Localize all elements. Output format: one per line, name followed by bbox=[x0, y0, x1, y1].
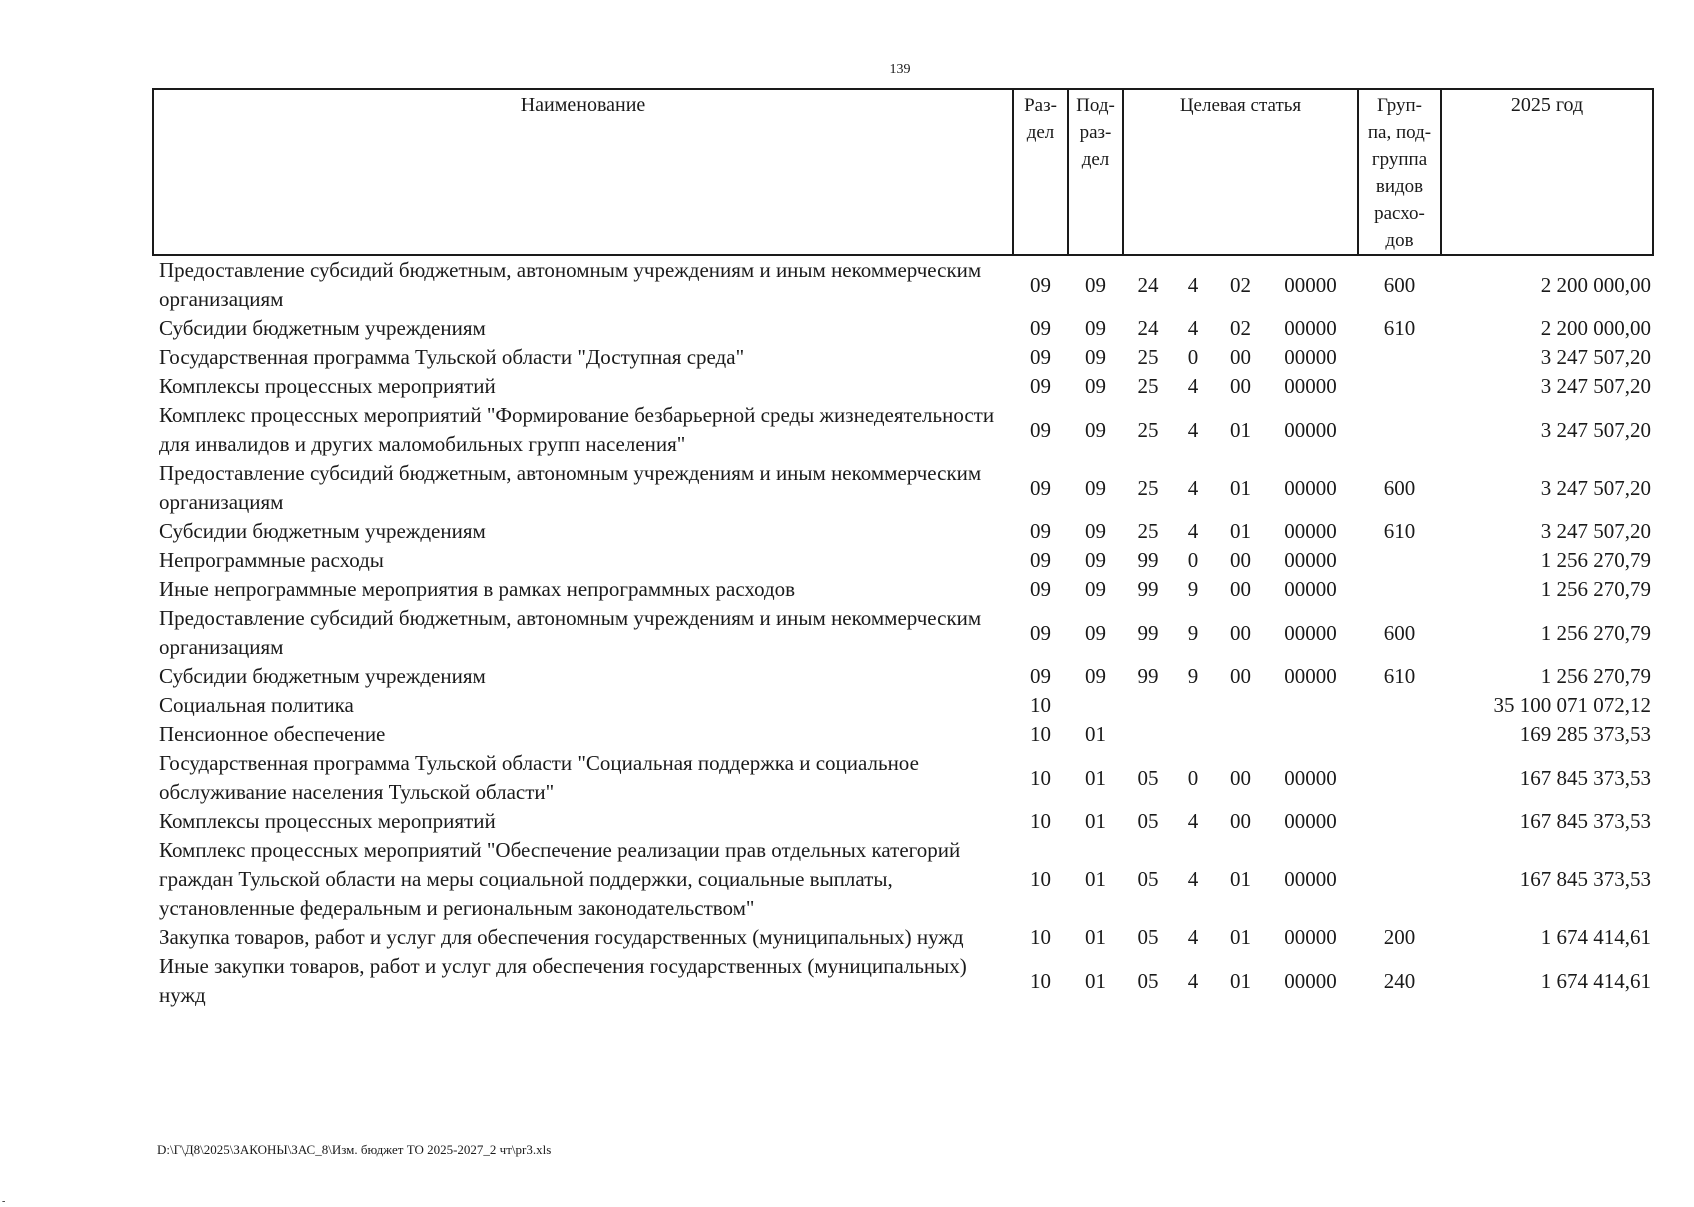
target-t3: 00 bbox=[1230, 620, 1251, 645]
target-t3: 00 bbox=[1230, 374, 1251, 398]
row-name: Предоставление субсидий бюджетным, автономным учреждениям и иным некоммерческим организациям bbox=[159, 461, 982, 514]
row-group: 610 bbox=[1383, 664, 1416, 688]
row-podrazdel: 09 bbox=[1085, 519, 1106, 543]
target-t4: 00000 bbox=[1284, 577, 1337, 601]
target-t2: 9 bbox=[1187, 664, 1199, 688]
row-podrazdel: 01 bbox=[1085, 925, 1106, 949]
row-group bbox=[1358, 749, 1441, 807]
row-amount: 1 674 414,61 bbox=[1540, 968, 1651, 993]
table-row bbox=[153, 952, 1653, 1010]
target-t4: 00000 bbox=[1284, 867, 1337, 891]
row-target-article bbox=[1123, 517, 1358, 546]
row-razdel: 09 bbox=[1030, 664, 1051, 688]
row-razdel: 09 bbox=[1030, 417, 1051, 442]
target-t1: 25 bbox=[1137, 519, 1159, 543]
row-group bbox=[1358, 343, 1441, 372]
row-razdel: 09 bbox=[1030, 620, 1051, 645]
row-target-article bbox=[1123, 546, 1358, 575]
row-target-article bbox=[1123, 952, 1358, 1010]
target-t1: 05 bbox=[1137, 765, 1159, 790]
row-group bbox=[1358, 401, 1441, 459]
target-t2: 0 bbox=[1187, 765, 1199, 790]
target-t3: 00 bbox=[1230, 577, 1251, 601]
row-target-article bbox=[1123, 749, 1358, 807]
row-amount: 1 256 270,79 bbox=[1540, 548, 1651, 572]
row-name: Государственная программа Тульской области "Социальная поддержка и социальное обслуживание населения Тульской области" bbox=[159, 751, 919, 804]
target-article-parts bbox=[1123, 967, 1358, 996]
target-t4: 00000 bbox=[1284, 809, 1337, 833]
row-amount: 3 247 507,20 bbox=[1540, 345, 1651, 369]
row-target-article bbox=[1123, 372, 1358, 401]
row-amount: 2 200 000,00 bbox=[1540, 316, 1651, 340]
row-name: Непрограммные расходы bbox=[159, 548, 384, 572]
row-razdel: 10 bbox=[1030, 765, 1051, 790]
target-t2: 4 bbox=[1187, 475, 1199, 500]
target-t2: 4 bbox=[1187, 272, 1199, 297]
target-t3: 01 bbox=[1230, 968, 1251, 993]
row-podrazdel: 09 bbox=[1085, 345, 1106, 369]
target-t3: 02 bbox=[1230, 272, 1251, 297]
row-podrazdel: 09 bbox=[1085, 316, 1106, 340]
row-amount: 3 247 507,20 bbox=[1540, 519, 1651, 543]
row-target-article bbox=[1123, 343, 1358, 372]
table-row bbox=[153, 662, 1653, 691]
row-name: Предоставление субсидий бюджетным, автономным учреждениям и иным некоммерческим организациям bbox=[159, 606, 982, 659]
row-group: 200 bbox=[1383, 925, 1416, 949]
row-razdel: 09 bbox=[1030, 548, 1051, 572]
target-t1: 99 bbox=[1137, 548, 1159, 572]
row-target-article bbox=[1123, 807, 1358, 836]
target-article-parts bbox=[1123, 416, 1358, 445]
row-name: Иные непрограммные мероприятия в рамках непрограммных расходов bbox=[159, 577, 796, 601]
target-article-parts bbox=[1123, 546, 1358, 575]
row-target-article bbox=[1123, 923, 1358, 952]
row-group: 610 bbox=[1383, 316, 1416, 340]
table-row bbox=[153, 343, 1653, 372]
footer-file-path: D:\Г\Д8\2025\ЗАКОНЫ\ЗАС_8\Изм. бюджет ТО 2025-2027_2 чт\pr3.xls bbox=[157, 1142, 552, 1157]
table-row bbox=[153, 372, 1653, 401]
row-podrazdel: 09 bbox=[1085, 417, 1106, 442]
row-target-article bbox=[1123, 604, 1358, 662]
table-row bbox=[153, 314, 1653, 343]
row-name: Закупка товаров, работ и услуг для обеспечения государственных (муниципальных) нужд bbox=[159, 925, 964, 949]
target-article-parts bbox=[1123, 372, 1358, 401]
target-t4: 00000 bbox=[1284, 475, 1337, 500]
target-t1: 25 bbox=[1137, 475, 1159, 500]
target-article-parts bbox=[1123, 619, 1358, 648]
row-group: 240 bbox=[1383, 968, 1416, 993]
target-article-parts bbox=[1123, 662, 1358, 691]
target-t1: 25 bbox=[1137, 345, 1159, 369]
target-t1: 05 bbox=[1137, 925, 1159, 949]
margin-mark: - bbox=[2, 1196, 6, 1207]
target-t1: 05 bbox=[1137, 968, 1159, 993]
target-t4: 00000 bbox=[1284, 968, 1337, 993]
target-t3: 01 bbox=[1230, 925, 1251, 949]
row-podrazdel: 01 bbox=[1085, 968, 1106, 993]
row-target-article bbox=[1123, 255, 1358, 314]
target-t3: 01 bbox=[1230, 519, 1251, 543]
page-number: 139 bbox=[889, 62, 911, 77]
row-razdel: 10 bbox=[1030, 867, 1051, 891]
row-amount: 3 247 507,20 bbox=[1540, 475, 1651, 500]
target-t2: 0 bbox=[1187, 548, 1199, 572]
row-razdel: 09 bbox=[1030, 345, 1051, 369]
row-name: Комплексы процессных мероприятий bbox=[159, 809, 496, 833]
target-t4: 00000 bbox=[1284, 272, 1337, 297]
header-group: Груп- па, под- группа видов расхо- дов bbox=[1358, 89, 1441, 255]
table-row bbox=[153, 807, 1653, 836]
target-t3: 01 bbox=[1230, 475, 1251, 500]
row-razdel: 09 bbox=[1030, 272, 1051, 297]
table-row bbox=[153, 575, 1653, 604]
target-t2: 4 bbox=[1187, 374, 1199, 398]
row-razdel: 10 bbox=[1030, 722, 1051, 746]
row-amount: 2 200 000,00 bbox=[1540, 272, 1651, 297]
header-razdel: Раз- дел bbox=[1013, 89, 1068, 255]
target-t2: 4 bbox=[1187, 519, 1199, 543]
row-podrazdel bbox=[1068, 691, 1123, 720]
row-razdel: 10 bbox=[1030, 925, 1051, 949]
row-group bbox=[1358, 575, 1441, 604]
target-article-parts bbox=[1123, 865, 1358, 894]
row-group: 610 bbox=[1383, 519, 1416, 543]
row-target-article bbox=[1123, 720, 1358, 749]
header-amount: 2025 год bbox=[1441, 89, 1653, 255]
row-razdel: 09 bbox=[1030, 475, 1051, 500]
target-t2: 4 bbox=[1187, 867, 1199, 891]
row-name: Иные закупки товаров, работ и услуг для обеспечения государственных (муниципальных) нужд bbox=[159, 954, 967, 1007]
row-target-article bbox=[1123, 691, 1358, 720]
row-name: Предоставление субсидий бюджетным, автономным учреждениям и иным некоммерческим организациям bbox=[159, 258, 982, 311]
row-target-article bbox=[1123, 836, 1358, 923]
row-name: Субсидии бюджетным учреждениям bbox=[159, 519, 486, 543]
target-t1: 99 bbox=[1137, 664, 1159, 688]
row-razdel: 09 bbox=[1030, 374, 1051, 398]
table-body bbox=[153, 255, 1653, 1010]
row-amount: 167 845 373,53 bbox=[1519, 765, 1651, 790]
table-row bbox=[153, 459, 1653, 517]
target-t1: 05 bbox=[1137, 809, 1159, 833]
table-row bbox=[153, 401, 1653, 459]
table-row bbox=[153, 720, 1653, 749]
target-t2: 4 bbox=[1187, 417, 1199, 442]
row-group: 600 bbox=[1383, 620, 1416, 645]
row-podrazdel: 09 bbox=[1085, 548, 1106, 572]
target-t1: 05 bbox=[1137, 867, 1159, 891]
table-row bbox=[153, 255, 1653, 314]
row-target-article bbox=[1123, 575, 1358, 604]
row-group bbox=[1358, 720, 1441, 749]
target-t4: 00000 bbox=[1284, 620, 1337, 645]
row-razdel: 09 bbox=[1030, 519, 1051, 543]
row-podrazdel: 09 bbox=[1085, 374, 1106, 398]
target-t4: 00000 bbox=[1284, 765, 1337, 790]
table-row bbox=[153, 691, 1653, 720]
target-t3: 00 bbox=[1230, 809, 1251, 833]
row-razdel: 10 bbox=[1030, 809, 1051, 833]
row-group: 600 bbox=[1383, 475, 1416, 500]
row-podrazdel: 09 bbox=[1085, 620, 1106, 645]
target-t2: 4 bbox=[1187, 968, 1199, 993]
row-amount: 35 100 071 072,12 bbox=[1493, 693, 1651, 717]
target-t3: 00 bbox=[1230, 664, 1251, 688]
row-name: Субсидии бюджетным учреждениям bbox=[159, 316, 486, 340]
row-razdel: 10 bbox=[1030, 693, 1051, 717]
target-article-parts bbox=[1123, 807, 1358, 836]
row-name: Государственная программа Тульской области "Доступная среда" bbox=[159, 345, 745, 369]
row-target-article bbox=[1123, 314, 1358, 343]
row-name: Социальная политика bbox=[159, 693, 354, 717]
target-t3: 02 bbox=[1230, 316, 1251, 340]
row-name: Пенсионное обеспечение bbox=[159, 722, 386, 746]
row-group bbox=[1358, 836, 1441, 923]
table-row bbox=[153, 546, 1653, 575]
target-article-parts bbox=[1123, 343, 1358, 372]
table-row bbox=[153, 517, 1653, 546]
target-t1: 99 bbox=[1137, 620, 1159, 645]
row-target-article bbox=[1123, 459, 1358, 517]
target-t4: 00000 bbox=[1284, 374, 1337, 398]
target-article-parts bbox=[1123, 474, 1358, 503]
target-t3: 00 bbox=[1230, 345, 1251, 369]
target-t4: 00000 bbox=[1284, 925, 1337, 949]
target-article-parts bbox=[1123, 517, 1358, 546]
target-t4: 00000 bbox=[1284, 417, 1337, 442]
target-t4: 00000 bbox=[1284, 519, 1337, 543]
target-t2: 4 bbox=[1187, 925, 1199, 949]
row-podrazdel: 01 bbox=[1085, 809, 1106, 833]
table-row bbox=[153, 604, 1653, 662]
row-amount: 3 247 507,20 bbox=[1540, 417, 1651, 442]
target-t1: 25 bbox=[1137, 374, 1159, 398]
target-t4: 00000 bbox=[1284, 316, 1337, 340]
row-amount: 169 285 373,53 bbox=[1519, 722, 1651, 746]
row-target-article bbox=[1123, 662, 1358, 691]
row-razdel: 09 bbox=[1030, 316, 1051, 340]
target-t2: 4 bbox=[1187, 809, 1199, 833]
target-article-parts bbox=[1123, 314, 1358, 343]
row-amount: 1 256 270,79 bbox=[1540, 577, 1651, 601]
target-t3: 01 bbox=[1230, 417, 1251, 442]
row-podrazdel: 09 bbox=[1085, 475, 1106, 500]
row-group bbox=[1358, 372, 1441, 401]
target-t1: 99 bbox=[1137, 577, 1159, 601]
budget-table bbox=[152, 88, 1654, 1010]
target-t3: 01 bbox=[1230, 867, 1251, 891]
row-razdel: 09 bbox=[1030, 577, 1051, 601]
row-name: Комплексы процессных мероприятий bbox=[159, 374, 496, 398]
row-amount: 3 247 507,20 bbox=[1540, 374, 1651, 398]
target-t2: 0 bbox=[1187, 345, 1199, 369]
row-target-article bbox=[1123, 401, 1358, 459]
target-article-parts bbox=[1123, 575, 1358, 604]
header-name: Наименование bbox=[153, 89, 1013, 255]
row-razdel: 10 bbox=[1030, 968, 1051, 993]
target-article-parts bbox=[1123, 923, 1358, 952]
row-podrazdel: 01 bbox=[1085, 765, 1106, 790]
row-amount: 1 674 414,61 bbox=[1540, 925, 1651, 949]
table-row bbox=[153, 923, 1653, 952]
row-name: Комплекс процессных мероприятий "Обеспечение реализации прав отдельных категорий граждан Тульской области на меры социальной поддержки, социальные выплаты, установленные федеральным и региональным законодательством" bbox=[159, 838, 961, 920]
row-name: Субсидии бюджетным учреждениям bbox=[159, 664, 486, 688]
target-article-parts bbox=[1123, 271, 1358, 300]
target-t2: 4 bbox=[1187, 316, 1199, 340]
row-podrazdel: 09 bbox=[1085, 577, 1106, 601]
target-article-parts bbox=[1123, 764, 1358, 793]
target-t1: 25 bbox=[1137, 417, 1159, 442]
target-t3: 00 bbox=[1230, 548, 1251, 572]
table-header bbox=[153, 89, 1653, 255]
row-group bbox=[1358, 691, 1441, 720]
target-t4: 00000 bbox=[1284, 664, 1337, 688]
target-t4: 00000 bbox=[1284, 548, 1337, 572]
row-amount: 1 256 270,79 bbox=[1540, 664, 1651, 688]
row-group bbox=[1358, 546, 1441, 575]
row-podrazdel: 09 bbox=[1085, 272, 1106, 297]
target-t3: 00 bbox=[1230, 765, 1251, 790]
row-name: Комплекс процессных мероприятий "Формирование безбарьерной среды жизнедеятельности для инвалидов и других маломобильных групп населения" bbox=[159, 403, 995, 456]
row-amount: 167 845 373,53 bbox=[1519, 867, 1651, 891]
row-amount: 167 845 373,53 bbox=[1519, 809, 1651, 833]
target-t1: 24 bbox=[1137, 316, 1159, 340]
target-t4: 00000 bbox=[1284, 345, 1337, 369]
header-target: Целевая статья bbox=[1123, 89, 1358, 255]
header-podrazdel: Под- раз- дел bbox=[1068, 89, 1123, 255]
row-amount: 1 256 270,79 bbox=[1540, 620, 1651, 645]
row-group bbox=[1358, 807, 1441, 836]
row-podrazdel: 09 bbox=[1085, 664, 1106, 688]
table-row bbox=[153, 836, 1653, 923]
target-t1: 24 bbox=[1137, 272, 1159, 297]
target-t2: 9 bbox=[1187, 577, 1199, 601]
table-row bbox=[153, 749, 1653, 807]
row-podrazdel: 01 bbox=[1085, 722, 1106, 746]
target-t2: 9 bbox=[1187, 620, 1199, 645]
row-podrazdel: 01 bbox=[1085, 867, 1106, 891]
row-group: 600 bbox=[1383, 272, 1416, 297]
